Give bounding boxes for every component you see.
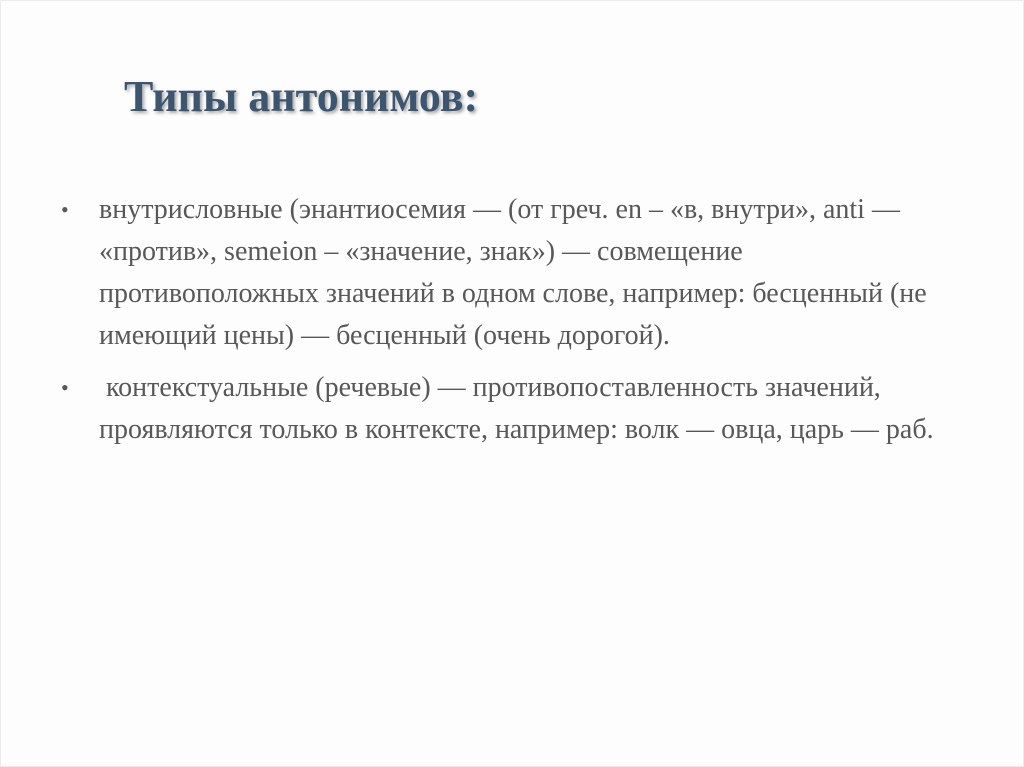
bullet-list [61, 189, 961, 461]
bullet-marker: • [61, 375, 69, 400]
slide-title: Типы антонимов: [124, 72, 479, 121]
bullet-item-intraword [61, 189, 961, 357]
bullet-text: внутрисловные (энантиосемия — (от греч. en – «в, внутри», anti — «против», semeion – «значение, знак») — совмещение противоположных значений в одном слове, например: бесценный (не имеющий цены) — бесценный (очень дорогой). [99, 194, 927, 351]
bullet-text: контекстуальные (речевые) — противопоставленность значений, проявляются только в контексте, например: волк — овца, царь — раб. [99, 372, 934, 445]
bullet-item-contextual [61, 367, 961, 451]
bullet-marker: • [61, 197, 69, 222]
